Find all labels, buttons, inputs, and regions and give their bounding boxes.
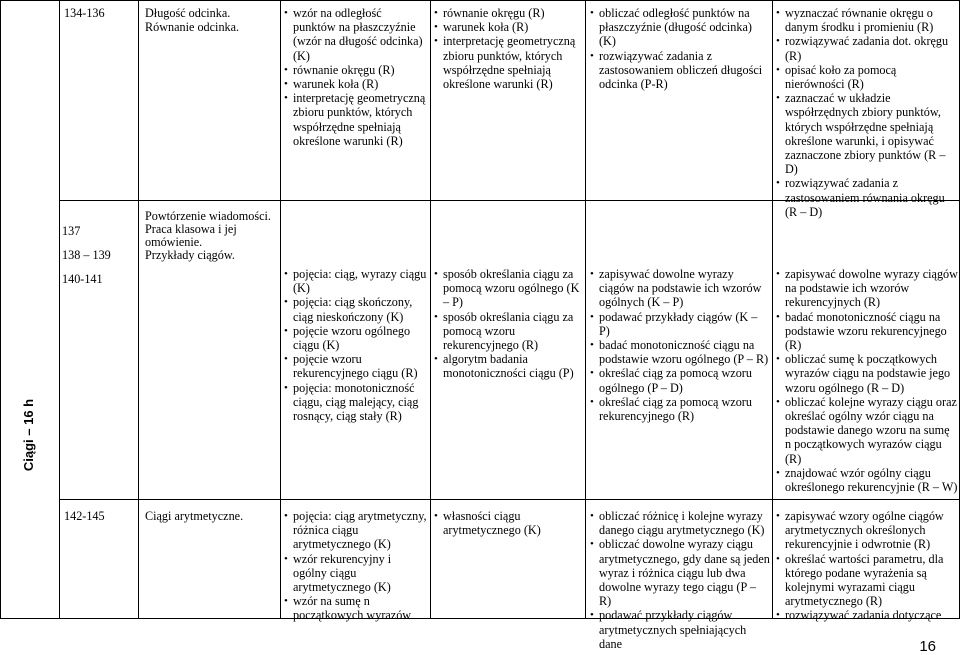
list-item: • podawać przykłady ciągów (K – P) xyxy=(590,310,770,338)
list-item: • obliczać dowolne wyrazy ciągu arytmetycznego, gdy dane są jeden wyraz i różnica ciągu lub dwa dowolne wyrazy tego ciągu (P – R) xyxy=(590,537,770,608)
lesson-topic: Długość odcinka. Równanie odcinka. xyxy=(145,6,240,35)
list-item: • zapisywać dowolne wyrazy ciągów na podstawie ich wzorów ogólnych (K – P) xyxy=(590,267,770,310)
list-item: • obliczać odległość punktów na płaszczyźnie (długość odcinka) (K) xyxy=(590,6,770,49)
list-item: • równanie okręgu (R) xyxy=(434,6,582,20)
lesson-number: 138 – 139 xyxy=(62,248,111,263)
list-item: • zapisywać wzory ogólne ciągów arytmetycznych określonych rekurencyjnie i odwrotnie (R) xyxy=(776,509,958,552)
list-item: • warunek koła (R) xyxy=(434,20,582,34)
section-label: Ciągi – 16 h xyxy=(20,398,36,472)
list-item: • określać ciąg za pomocą wzoru rekurencyjnego (R) xyxy=(590,395,770,423)
list-item: • opisać koło za pomocą nierówności (R) xyxy=(776,63,958,91)
content-list xyxy=(284,509,427,623)
list-item: • pojęcia: ciąg, wyrazy ciągu (K) xyxy=(284,267,427,295)
list-item: • wzór na odległość punktów na płaszczyźnie (wzór na długość odcinka) (K) xyxy=(284,6,427,63)
skills-basic-list xyxy=(590,6,770,91)
list-item: • zapisywać dowolne wyrazy ciągów na podstawie ich wzorów rekurencyjnych (R) xyxy=(776,267,958,310)
page-number: 16 xyxy=(919,638,936,655)
lesson-number: 137 xyxy=(62,224,81,238)
list-item: • pojęcie wzoru ogólnego ciągu (K) xyxy=(284,324,427,352)
list-item: • obliczać sumę k początkowych wyrazów ciągu na podstawie jego wzoru ogólnego (R – D) xyxy=(776,352,958,395)
skills-extended-list xyxy=(776,509,958,623)
table-border-top xyxy=(0,0,960,1)
list-item: • obliczać różnicę i kolejne wyrazy danego ciągu arytmetycznego (K) xyxy=(590,509,770,537)
list-item: • sposób określania ciągu za pomocą wzoru ogólnego (K – P) xyxy=(434,267,582,310)
col-divider xyxy=(138,0,139,619)
lesson-number: 140-141 xyxy=(62,272,103,287)
list-item: • pojęcie wzoru rekurencyjnego ciągu (R) xyxy=(284,352,427,380)
list-item: • wzór na sumę n początkowych wyrazów xyxy=(284,594,427,622)
skills-extended-list xyxy=(776,6,958,219)
list-item: • rozwiązywać zadania z zastosowaniem obliczeń długości odcinka (P-R) xyxy=(590,49,770,92)
col-divider xyxy=(772,0,773,619)
list-item: • podawać przykłady ciągów arytmetycznych spełniających dane xyxy=(590,608,770,651)
list-item: • rozwiązywać zadania z zastosowaniem równania okręgu (R – D) xyxy=(776,176,958,219)
skills-basic-list xyxy=(590,267,770,423)
skills-extended-list xyxy=(776,267,958,494)
content-list xyxy=(284,267,427,423)
lesson-topic: Przykłady ciągów. xyxy=(145,248,235,262)
lesson-topic: Ciągi arytmetyczne. xyxy=(145,509,244,523)
list-item: • badać monotoniczność ciągu na podstawie wzoru rekurencyjnego (R) xyxy=(776,310,958,353)
col-divider xyxy=(585,0,586,619)
list-item: • pojęcia: ciąg arytmetyczny, różnica ciągu arytmetycznego (K) xyxy=(284,509,427,552)
col-divider xyxy=(0,0,1,619)
list-item: • określać wartości parametru, dla którego podane wyrażenia są kolejnymi wyrazami ciągu arytmetycznego (R) xyxy=(776,552,958,609)
list-item: • rozwiązywać zadania dot. okręgu (R) xyxy=(776,34,958,62)
list-item: • interpretację geometryczną zbioru punktów, których współrzędne spełniają określone warunki (R) xyxy=(284,91,427,148)
list-item: • zaznaczać w układzie współrzędnych zbiory punktów, których współrzędne spełniają określone warunki, i opisywać zaznaczone zbiory punktów (R – D) xyxy=(776,91,958,176)
list-item: • znajdować wzór ogólny ciągu określonego rekurencyjnie (R – W) xyxy=(776,466,958,494)
lesson-numbers xyxy=(62,224,136,287)
list-item: • rozwiązywać zadania dotyczące xyxy=(776,608,958,622)
list-item: • sposób określania ciągu za pomocą wzoru rekurencyjnego (R) xyxy=(434,310,582,353)
skills-basic-list xyxy=(590,509,770,651)
list-item: • algorytm badania monotoniczności ciągu (P) xyxy=(434,352,582,380)
col-divider xyxy=(280,0,281,619)
lesson-topic: Praca klasowa i jej omówienie. xyxy=(145,222,237,249)
list-item: • interpretację geometryczną zbioru punktów, których współrzędne spełniają określone warunki (R) xyxy=(434,34,582,91)
list-item: • obliczać kolejne wyrazy ciągu oraz określać ogólny wzór ciągu na podstawie danego wzoru na sumę n początkowych wyrazów ciągu (R) xyxy=(776,395,958,466)
col-divider xyxy=(59,0,60,619)
list-item: • pojęcia: monotoniczność ciągu, ciąg malejący, ciąg rosnący, ciąg stały (R) xyxy=(284,381,427,424)
lesson-number: 134-136 xyxy=(64,6,105,20)
col-divider xyxy=(430,0,431,619)
knowledge-list xyxy=(434,509,582,617)
content-list xyxy=(284,6,427,148)
knowledge-list xyxy=(434,6,582,91)
lesson-topic: Powtórzenie wiadomości. xyxy=(145,209,271,223)
list-item: • warunek koła (R) xyxy=(284,77,427,91)
row-divider xyxy=(59,499,960,500)
list-item: • równanie okręgu (R) xyxy=(284,63,427,77)
list-item: • określać ciąg za pomocą wzoru ogólnego (P – D) xyxy=(590,366,770,394)
list-item: • wzór rekurencyjny i ogólny ciągu arytmetycznego (K) xyxy=(284,552,427,595)
list-item: • wyznaczać równanie okręgu o danym środku i promieniu (R) xyxy=(776,6,958,34)
list-item: • własności ciągu arytmetycznego (K) xyxy=(434,509,582,537)
knowledge-list xyxy=(434,267,582,381)
lesson-number: 142-145 xyxy=(64,509,105,523)
list-item: • pojęcia: ciąg skończony, ciąg nieskończony (K) xyxy=(284,295,427,323)
list-item: • badać monotoniczność ciągu na podstawie wzoru ogólnego (P – R) xyxy=(590,338,770,366)
lesson-topics xyxy=(145,210,277,262)
